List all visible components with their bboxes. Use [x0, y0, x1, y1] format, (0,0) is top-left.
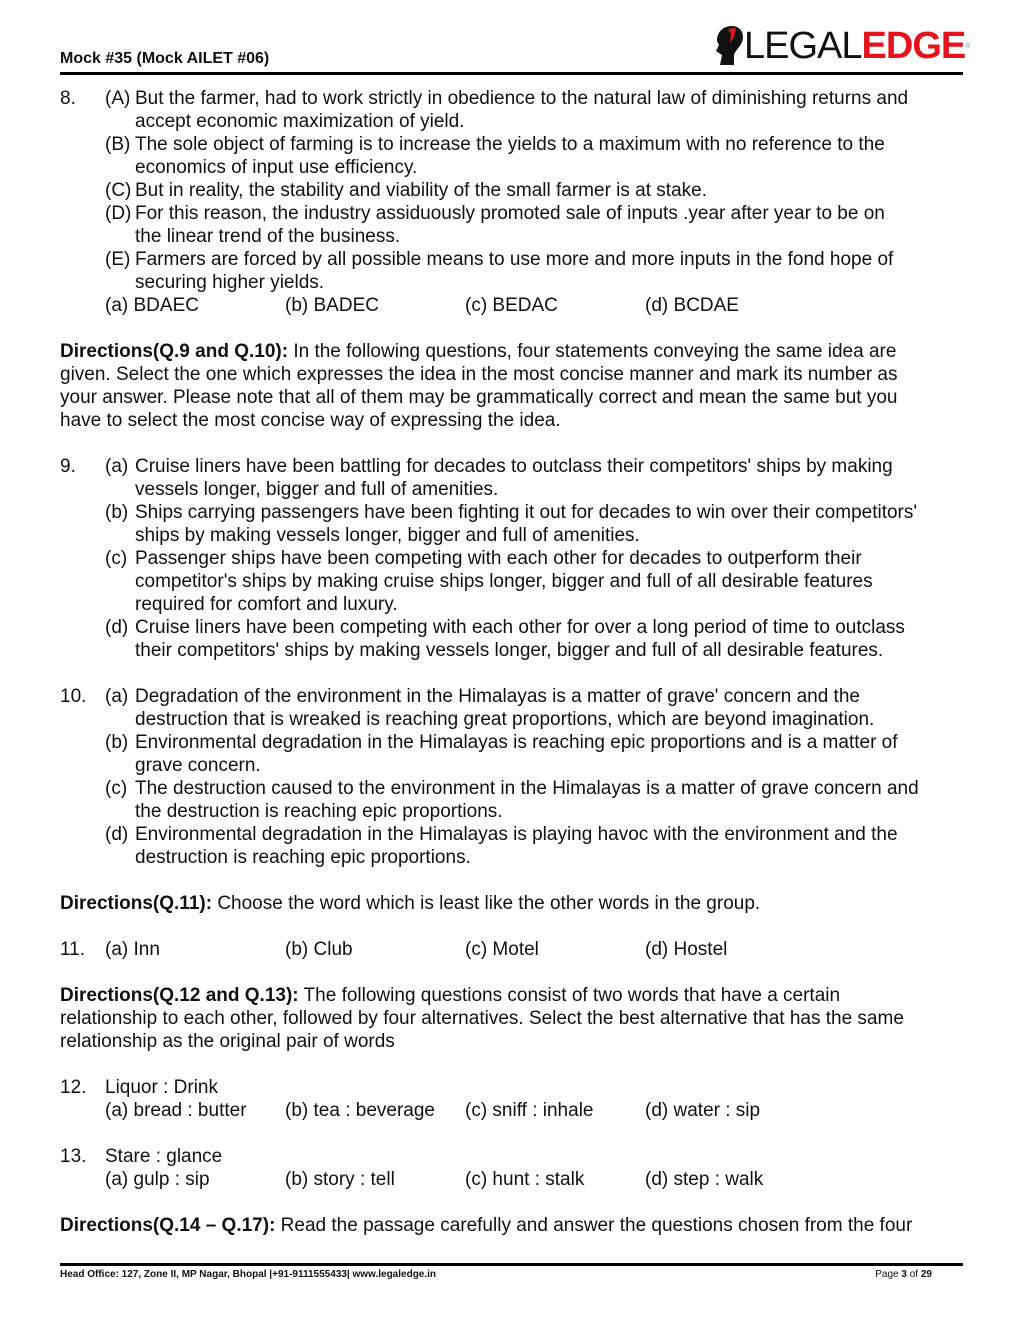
question-option: [105, 731, 970, 777]
legaledge-logo: LEGAL EDGE ®: [714, 24, 970, 68]
question: [60, 938, 970, 961]
option-text: For this reason, the industry assiduously promoted sale of inputs .year after year to be on: [135, 203, 885, 224]
question-option: [105, 87, 970, 133]
directions-text: relationship to each other, followed by four alternatives. Select the best alternative that has the same: [60, 1008, 904, 1029]
directions-text: The following questions consist of two words that have a certain: [298, 985, 841, 1006]
option-text: vessels longer, bigger and full of amenities.: [135, 479, 499, 500]
answer-choice[interactable]: (d) water : sip: [645, 1100, 761, 1121]
question-number: 12.: [60, 1077, 87, 1098]
option-text: Degradation of the environment in the Himalayas is a matter of grave' concern and the: [135, 686, 860, 707]
question: [60, 1145, 970, 1191]
option-label: (D): [105, 203, 132, 224]
option-text: Farmers are forced by all possible means to use more and more inputs in the fond hope of: [135, 249, 894, 270]
question: [60, 1076, 970, 1122]
option-label: (d): [105, 617, 129, 638]
option-text: securing higher yields.: [135, 272, 325, 293]
directions-line: [60, 984, 970, 1007]
directions-text: relationship as the original pair of words: [60, 1031, 395, 1052]
directions-text: given. Select the one which expresses the idea in the most concise manner and mark its number as: [60, 364, 898, 385]
directions-line: [60, 1007, 970, 1030]
question-stem: Liquor : Drink: [105, 1077, 218, 1098]
option-label: (b): [105, 732, 129, 753]
answer-choice[interactable]: (b) tea : beverage: [285, 1100, 435, 1121]
answer-choice[interactable]: (a) BDAEC: [105, 295, 199, 316]
option-text: Passenger ships have been competing with each other for decades to outperform their: [135, 548, 862, 569]
answer-choice[interactable]: (c) sniff : inhale: [465, 1100, 594, 1121]
option-text: But the farmer, had to work strictly in obedience to the natural law of diminishing returns and: [135, 88, 909, 109]
answer-choice[interactable]: (d) BCDAE: [645, 295, 739, 316]
answer-choice[interactable]: (b) story : tell: [285, 1169, 395, 1190]
question-option: [105, 616, 970, 662]
option-text: grave concern.: [135, 755, 261, 776]
directions-heading: Directions(Q.12 and Q.13):: [60, 985, 299, 1006]
question-option: [105, 455, 970, 501]
answer-choice[interactable]: (c) hunt : stalk: [465, 1169, 585, 1190]
directions-line: [60, 340, 970, 363]
directions-heading: Directions(Q.9 and Q.10):: [60, 341, 289, 362]
answer-choice[interactable]: (b) Club: [285, 939, 353, 960]
answer-choices: [105, 1168, 970, 1191]
question-number: 11.: [60, 939, 86, 960]
question-option: [105, 501, 970, 547]
page-number: Page 3 of 29: [875, 1269, 932, 1280]
question-number: 10.: [60, 686, 87, 707]
question-option: [105, 202, 970, 248]
option-text: ships by making vessels longer, bigger and full of amenities.: [135, 525, 640, 546]
option-label: (c): [105, 548, 128, 569]
option-text: required for comfort and luxury.: [135, 594, 398, 615]
option-text: Environmental degradation in the Himalayas is reaching epic proportions and is a matter of: [135, 732, 898, 753]
directions-text: Choose the word which is least like the other words in the group.: [212, 893, 761, 914]
answer-choice[interactable]: (a) bread : butter: [105, 1100, 247, 1121]
directions-line: [60, 386, 970, 409]
directions-line: [60, 1214, 970, 1237]
option-label: (B): [105, 134, 131, 155]
answer-choices: [105, 1099, 970, 1122]
directions-text: In the following questions, four statements conveying the same idea are: [288, 341, 897, 362]
question: [60, 87, 970, 317]
directions: [60, 340, 970, 432]
answer-choice[interactable]: (a) gulp : sip: [105, 1169, 210, 1190]
question-option: [105, 547, 970, 616]
option-label: (A): [105, 88, 131, 109]
question-number: 13.: [60, 1146, 87, 1167]
directions-text: Read the passage carefully and answer the questions chosen from the four: [275, 1215, 913, 1236]
question: [60, 455, 970, 662]
option-text: destruction is reaching epic proportions.: [135, 847, 471, 868]
directions-line: [60, 892, 970, 915]
option-label: (b): [105, 502, 129, 523]
logo-legal: LEGAL: [744, 25, 862, 67]
option-label: (c): [105, 778, 128, 799]
option-text: economics of input use efficiency.: [135, 157, 418, 178]
directions-text: your answer. Please note that all of them may be grammatically correct and mean the same but you: [60, 387, 898, 408]
logo-edge: EDGE: [861, 25, 966, 67]
header-rule: [60, 72, 963, 75]
question-option: [105, 823, 970, 869]
option-label: (C): [105, 180, 132, 201]
answer-choices: [105, 294, 970, 317]
question-stem: Stare : glance: [105, 1146, 223, 1167]
option-text: Environmental degradation in the Himalayas is playing havoc with the environment and the: [135, 824, 898, 845]
question-option: [105, 248, 970, 294]
directions-text: have to select the most concise way of expressing the idea.: [60, 410, 561, 431]
question-content: [60, 87, 970, 1260]
directions: [60, 984, 970, 1053]
directions-line: [60, 1030, 970, 1053]
option-text: Cruise liners have been battling for decades to outclass their competitors' ships by making: [135, 456, 893, 477]
option-text: The sole object of farming is to increase the yields to a maximum with no reference to the: [135, 134, 885, 155]
option-text: But in reality, the stability and viability of the small farmer is at stake.: [135, 180, 707, 201]
question: [60, 685, 970, 869]
answer-choice[interactable]: (c) Motel: [465, 939, 539, 960]
option-text: The destruction caused to the environment in the Himalayas is a matter of grave concern and: [135, 778, 919, 799]
option-text: the linear trend of the business.: [135, 226, 401, 247]
mock-title: Mock #35 (Mock AILET #06): [60, 50, 270, 67]
question-option: [105, 133, 970, 179]
answer-choices: [105, 938, 970, 961]
directions-line: [60, 363, 970, 386]
option-text: accept economic maximization of yield.: [135, 111, 465, 132]
question-number: 9.: [60, 456, 76, 477]
answer-choice[interactable]: (b) BADEC: [285, 295, 379, 316]
option-label: (a): [105, 686, 129, 707]
option-text: Cruise liners have been competing with each other for over a long period of time to outclass: [135, 617, 905, 638]
option-text: competitor's ships by making cruise ships longer, bigger and full of all desirable features: [135, 571, 873, 592]
question-option: [105, 685, 970, 731]
footer-address: Head Office: 127, Zone II, MP Nagar, Bhopal |+91-9111555433| www.legaledge.in: [60, 1269, 437, 1280]
head-silhouette-icon: [714, 25, 744, 67]
directions-heading: Directions(Q.14 – Q.17):: [60, 1215, 276, 1236]
question-option: [105, 777, 970, 823]
directions: [60, 1214, 970, 1237]
question-number: 8.: [60, 88, 76, 109]
directions-line: [60, 409, 970, 432]
footer: [60, 1269, 932, 1280]
option-text: Ships carrying passengers have been fighting it out for decades to win over their competitors': [135, 502, 917, 523]
footer-rule: [60, 1263, 963, 1266]
answer-choice[interactable]: (c) BEDAC: [465, 295, 558, 316]
answer-choice[interactable]: (a) Inn: [105, 939, 160, 960]
option-label: (a): [105, 456, 129, 477]
option-label: (E): [105, 249, 131, 270]
answer-choice[interactable]: (d) Hostel: [645, 939, 728, 960]
question-option: [105, 179, 970, 202]
option-text: the destruction is reaching epic proportions.: [135, 801, 503, 822]
directions: [60, 892, 970, 915]
option-text: destruction that is wreaked is reaching great proportions, which are beyond imagination.: [135, 709, 875, 730]
answer-choice[interactable]: (d) step : walk: [645, 1169, 764, 1190]
option-label: (d): [105, 824, 129, 845]
directions-heading: Directions(Q.11):: [60, 893, 213, 914]
option-text: their competitors' ships by making vessels longer, bigger and full of all desirable features.: [135, 640, 884, 661]
